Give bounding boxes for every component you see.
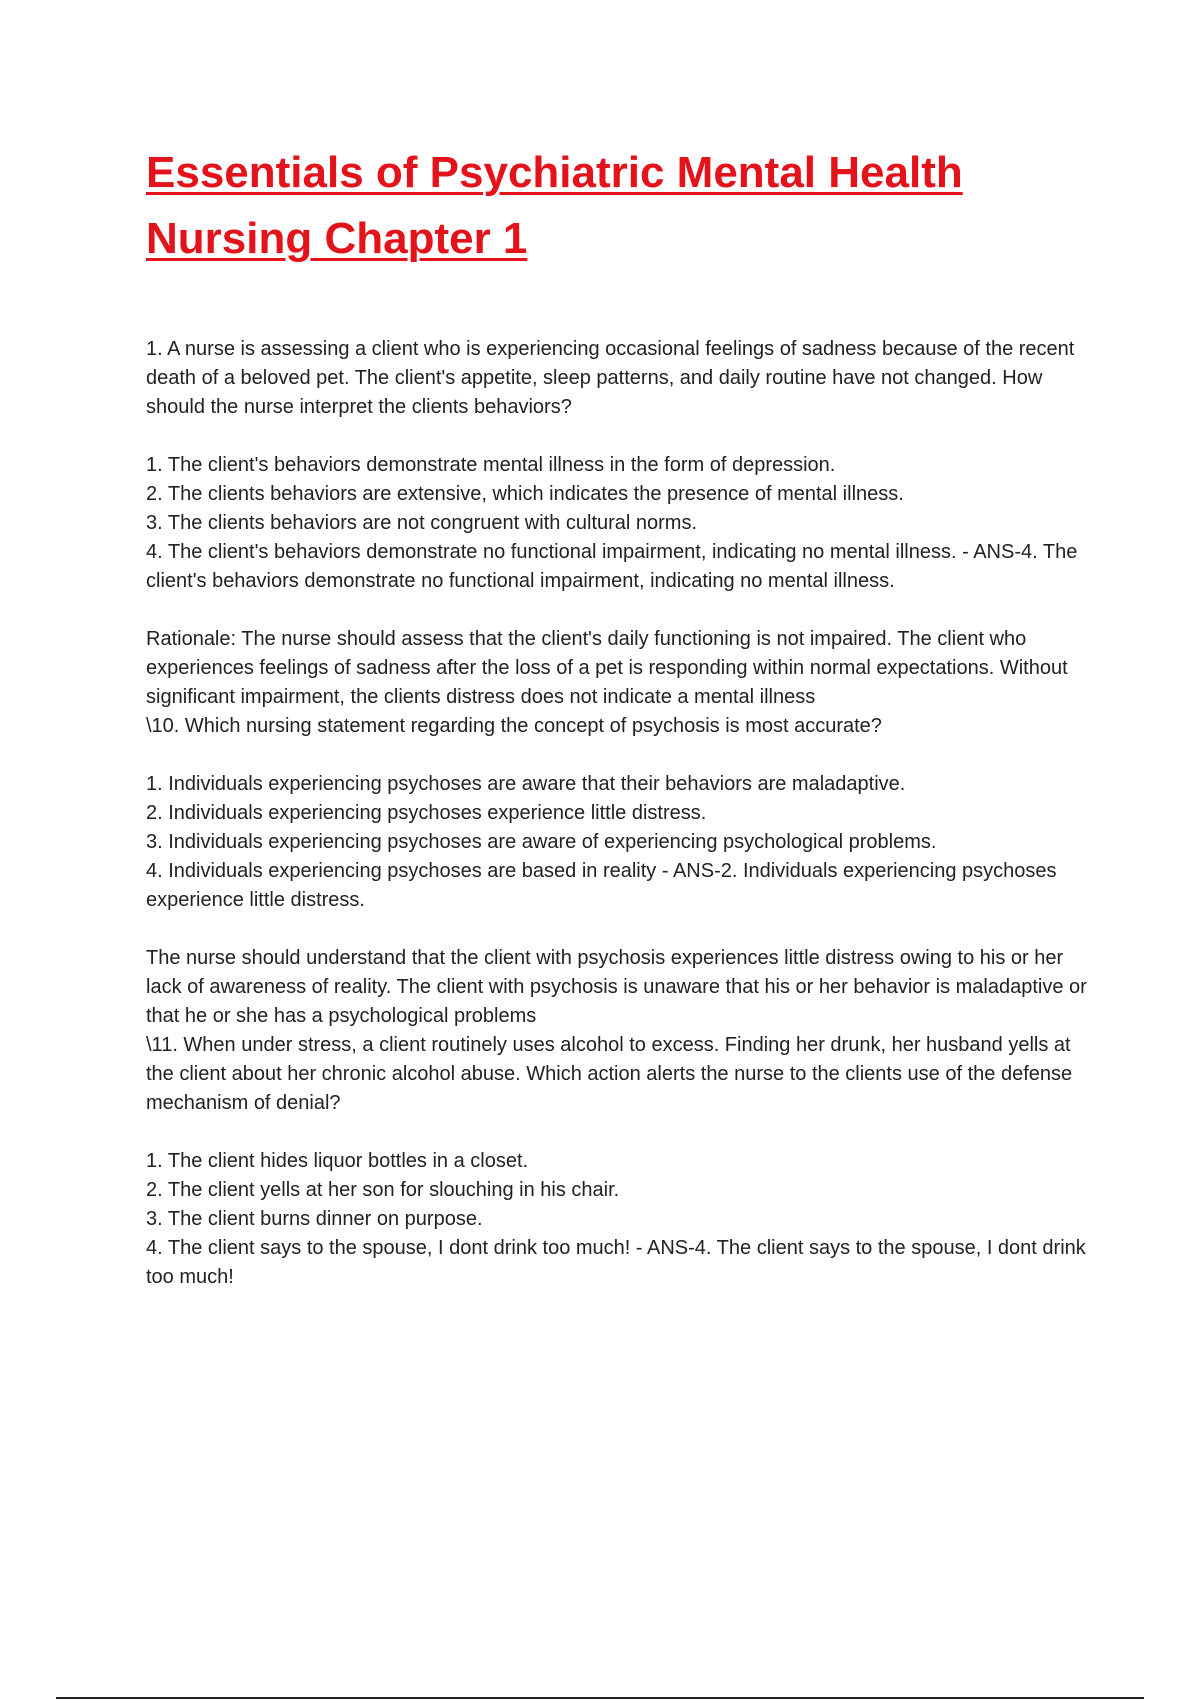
question-1-option-1: 1. The client's behaviors demonstrate mental illness in the form of depression. bbox=[146, 454, 836, 476]
question-10-option-4-answer: 4. Individuals experiencing psychoses are based in reality - ANS-2. Individuals experiencing psychoses experience little distress. bbox=[146, 860, 1057, 911]
question-10-rationale: The nurse should understand that the client with psychosis experiences little distress owing to his or her lack of awareness of reality. The client with psychosis is unaware that his or her behavior is maladaptive or that he or she has a psychological problems bbox=[146, 947, 1087, 1027]
paragraph-gap bbox=[146, 422, 1091, 451]
question-1-option-4-answer: 4. The client's behaviors demonstrate no functional impairment, indicating no mental illness. - ANS-4. The client's behaviors demonstrate no functional impairment, indicating no mental illness. bbox=[146, 541, 1078, 592]
question-1-option-3: 3. The clients behaviors are not congruent with cultural norms. bbox=[146, 512, 698, 534]
paragraph-gap bbox=[146, 596, 1091, 625]
question-10-stem: \10. Which nursing statement regarding the concept of psychosis is most accurate? bbox=[146, 715, 882, 737]
question-1-stem: 1. A nurse is assessing a client who is experiencing occasional feelings of sadness because of the recent death of a beloved pet. The client's appetite, sleep patterns, and daily routine have not changed. How should the nurse interpret the clients behaviors? bbox=[146, 338, 1075, 418]
paragraph-gap bbox=[146, 741, 1091, 770]
question-11-option-2: 2. The client yells at her son for slouching in his chair. bbox=[146, 1179, 620, 1201]
question-11-option-3: 3. The client burns dinner on purpose. bbox=[146, 1208, 483, 1230]
question-11-option-4-answer: 4. The client says to the spouse, I dont drink too much! - ANS-4. The client says to the spouse, I dont drink too much! bbox=[146, 1237, 1086, 1288]
question-10-option-3: 3. Individuals experiencing psychoses are aware of experiencing psychological problems. bbox=[146, 831, 937, 853]
question-11-stem: \11. When under stress, a client routinely uses alcohol to excess. Finding her drunk, her husband yells at the client about her chronic alcohol abuse. Which action alerts the nurse to the clients use of the defense mechanism of denial? bbox=[146, 1034, 1073, 1114]
question-10-option-2: 2. Individuals experiencing psychoses experience little distress. bbox=[146, 802, 707, 824]
question-11-option-1: 1. The client hides liquor bottles in a closet. bbox=[146, 1150, 529, 1172]
document-title: Essentials of Psychiatric Mental Health Nursing Chapter 1 bbox=[146, 148, 963, 263]
footer-divider bbox=[56, 1697, 1144, 1699]
paragraph-gap bbox=[146, 915, 1091, 944]
question-1-option-2: 2. The clients behaviors are extensive, which indicates the presence of mental illness. bbox=[146, 483, 904, 505]
question-1-rationale: Rationale: The nurse should assess that the client's daily functioning is not impaired. The client who experiences feelings of sadness after the loss of a pet is responding within normal expectations. Without significant impairment, the clients distress does not indicate a mental illness bbox=[146, 628, 1068, 708]
document-body bbox=[146, 335, 1091, 1292]
paragraph-gap bbox=[146, 1118, 1091, 1147]
question-10-option-1: 1. Individuals experiencing psychoses are aware that their behaviors are maladaptive. bbox=[146, 773, 906, 795]
